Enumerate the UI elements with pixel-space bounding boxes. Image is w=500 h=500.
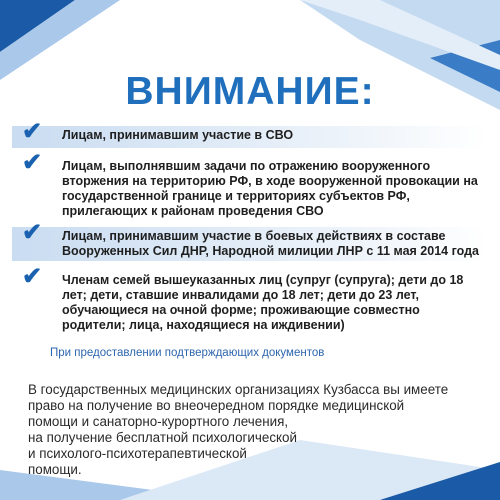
checkmark-icon: ✔ <box>22 219 43 246</box>
body-line: право на получение во внеочередном порядке медицинской <box>28 398 405 413</box>
body-line: на получение бесплатной психологической <box>28 430 297 445</box>
documents-note: При предоставлении подтверждающих документов <box>50 347 325 359</box>
list-item-text: Членам семей вышеуказанных лиц (супруг (супруга); дети до 18 лет; дети, ставшие инвалидами до 18 лет; дети до 23 лет, обучающиеся на очной форме; проживающие совместно родители; лица, находящиеся на иждивении) <box>62 273 464 332</box>
body-line: помощи и санаторно-курортного лечения, <box>28 414 289 429</box>
list-item <box>12 118 488 148</box>
list-item-text: Лицам, выполнявшим задачи по отражению вооруженного вторжения на территорию РФ, в ходе вооруженной провокации на государственной границе и территориях субъектов РФ, прилегающих к районам проведения СВО <box>62 159 478 218</box>
checkmark-icon: ✔ <box>22 118 43 145</box>
list-item <box>12 149 488 219</box>
body-paragraph <box>28 382 478 478</box>
list-item <box>12 263 488 333</box>
body-line: и психолого-психотерапевтической <box>28 446 247 461</box>
checkmark-icon: ✔ <box>22 263 43 290</box>
page-title: ВНИМАНИЕ: <box>125 70 375 113</box>
body-line: помощи. <box>28 462 82 477</box>
list-item-text: Лицам, принимавшим участие в боевых действиях в составе Вооруженных Сил ДНР, Народной милиции ЛНР с 11 мая 2014 года <box>62 229 479 258</box>
list-item-text: Лицам, принимавшим участие в СВО <box>62 128 294 142</box>
body-line: В государственных медицинских организациях Кузбасса вы имеете <box>28 382 449 397</box>
list-item <box>12 219 488 261</box>
checkmark-icon: ✔ <box>22 149 43 176</box>
